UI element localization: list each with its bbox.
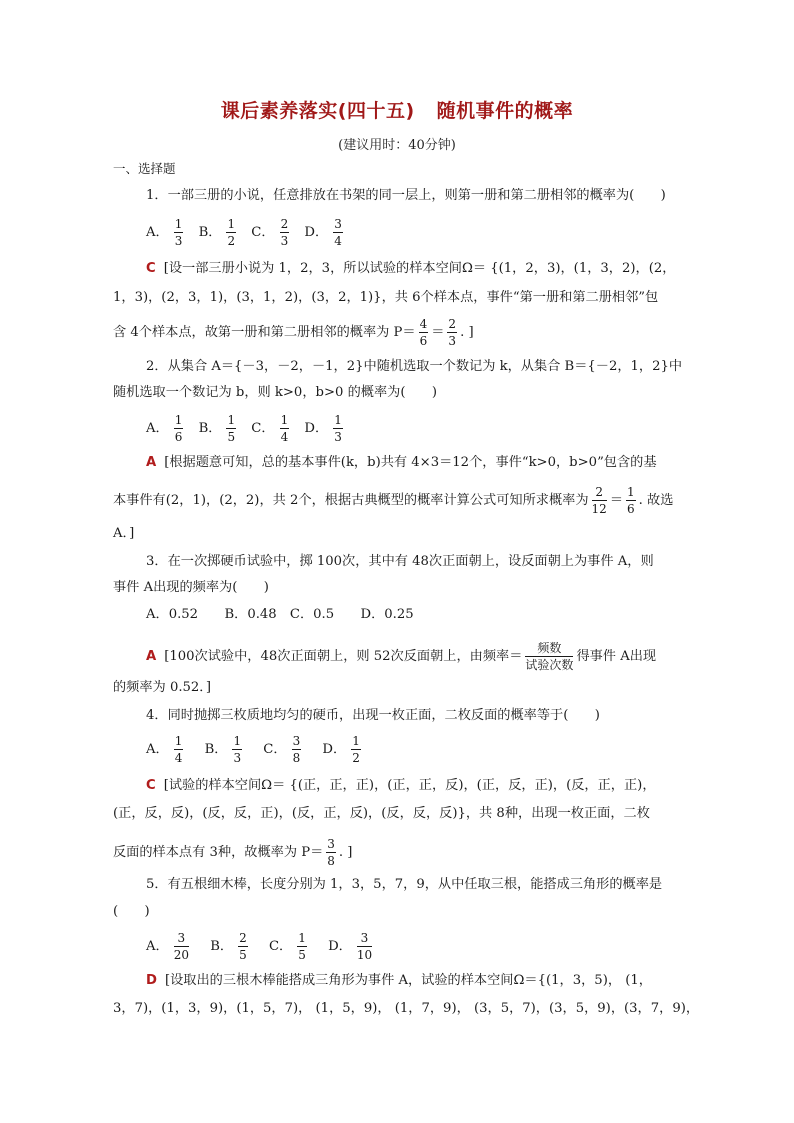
q3-stem-line2: 事件 A出现的频率为( ) bbox=[113, 580, 269, 595]
q2-answer: A bbox=[146, 455, 157, 470]
q2-solution-line1: A [根据题意可知，总的基本事件(k，b)共有 4×3＝12个，事件“k>0，b>0”包含的基 bbox=[146, 455, 657, 470]
q1-option-b: B． $\frac{1}{2}$ bbox=[198, 217, 236, 248]
q2-stem-line2: 随机选取一个数记为 b，则 k>0，b>0 的概率为( ) bbox=[113, 385, 437, 400]
q4-solution-line1: C [试验的样本空间Ω＝ {(正，正，正)，(正，正，反)，(正，反，正)，(反，正，正)， bbox=[146, 778, 656, 793]
q2-fraction-2: $\frac{1}{6}$ bbox=[627, 485, 635, 516]
q2-option-d: D． $\frac{1}{3}$ bbox=[304, 413, 342, 444]
title-right: 随机事件的概率 bbox=[436, 100, 574, 122]
q2-solution-line3: A．] bbox=[113, 526, 135, 541]
q3-answer: A bbox=[146, 649, 157, 664]
q4-option-b: B． $\frac{1}{3}$ bbox=[204, 734, 242, 765]
q1-solution-line2: 1，3)，(2，3，1)，(3，1，2)，(3，2，1)}，共 6个样本点，事件“第一册和第二册相邻”包 bbox=[113, 290, 659, 305]
q1-stem: 1．一部三册的小说，任意排放在书架的同一层上，则第一册和第二册相邻的概率为( ) bbox=[146, 188, 666, 203]
q3-options: A．0.52 B．0.48 C．0.5 D．0.25 bbox=[146, 607, 414, 622]
q5-option-c: C． $\frac{1}{5}$ bbox=[268, 931, 306, 962]
q5-options bbox=[146, 932, 716, 961]
q2-option-c: C． $\frac{1}{4}$ bbox=[251, 413, 289, 444]
title-left: 课后素养落实(四十五) bbox=[220, 100, 415, 122]
q4-fraction: $\frac{3}{8}$ bbox=[327, 837, 335, 868]
q5-option-b: B． $\frac{2}{5}$ bbox=[210, 931, 247, 962]
q5-stem-line2: ( ) bbox=[113, 904, 150, 919]
q5-option-a: A． $\frac{3}{20}$ bbox=[146, 931, 189, 962]
q4-option-c: C． $\frac{3}{8}$ bbox=[263, 734, 301, 765]
suggested-time: (建议用时：40分钟) bbox=[338, 138, 456, 153]
q4-stem: 4．同时抛掷三枚质地均匀的硬币，出现一枚正面，二枚反面的概率等于( ) bbox=[146, 708, 600, 723]
q1-option-d: D． $\frac{3}{4}$ bbox=[304, 217, 342, 248]
q4-options bbox=[146, 735, 716, 764]
section-heading: 一、选择题 bbox=[113, 161, 176, 176]
q3-solution-line1: A [100次试验中，48次正面朝上，则 52次反面朝上，由频率＝ $\frac{\text{频数}}{\text{试验次数}}$ 得事件 A出现 bbox=[146, 641, 657, 672]
q4-option-a: A． $\frac{1}{4}$ bbox=[146, 734, 183, 765]
q1-fraction-1: $\frac{4}{6}$ bbox=[419, 317, 428, 348]
q1-solution-line1: C [设一部三册小说为 1，2，3，所以试验的样本空间Ω＝ {(1，2，3)，(1，3，2)，(2， bbox=[146, 261, 676, 276]
q5-solution-line1: D [设取出的三根木棒能搭成三角形为事件 A，试验的样本空间Ω＝{(1，3，5)， (1， bbox=[146, 973, 652, 988]
q4-option-d: D． $\frac{1}{2}$ bbox=[322, 734, 360, 765]
q1-fraction-2: $\frac{2}{3}$ bbox=[448, 317, 457, 348]
q5-solution-line2: 3，7)，(1，3，9)，(1，5，7)， (1，5，9)， (1，7，9)， (3，5，7)，(3，5，9)，(3，7，9)， bbox=[113, 1001, 700, 1016]
q5-stem-line1: 5．有五根细木棒，长度分别为 1，3，5，7，9，从中任取三根，能搭成三角形的概率是 bbox=[146, 877, 663, 892]
q1-solution-line3: 含 4个样本点，故第一册和第二册相邻的概率为 P＝ $\frac{4}{6}$ ＝ $\frac{2}{3}$ . ] bbox=[113, 317, 474, 348]
q2-option-b: B． $\frac{1}{5}$ bbox=[198, 413, 236, 444]
q3-fraction: $\frac{\text{频数}}{\text{试验次数}}$ bbox=[525, 641, 574, 672]
q3-stem-line1: 3．在一次掷硬币试验中，掷 100次，其中有 48次正面朝上，设反面朝上为事件 A，则 bbox=[146, 554, 654, 569]
q5-answer: D bbox=[146, 973, 157, 988]
q5-option-d: D． $\frac{3}{10}$ bbox=[328, 931, 373, 962]
q1-options bbox=[146, 218, 716, 247]
q2-options bbox=[146, 414, 716, 443]
q1-option-c: C． $\frac{2}{3}$ bbox=[251, 217, 289, 248]
q4-solution-line3: 反面的样本点有 3种，故概率为 P＝ $\frac{3}{8}$ . ] bbox=[113, 837, 353, 868]
q3-solution-line2: 的频率为 0.52．] bbox=[113, 680, 212, 695]
q2-solution-line2: 本事件有(2，1)，(2，2)，共 2个，根据古典概型的概率计算公式可知所求概率为 $\frac{2}{12}$ ＝ $\frac{1}{6}$ . 故选 bbox=[113, 485, 674, 516]
q1-answer: C bbox=[146, 261, 156, 276]
q2-fraction-1: $\frac{2}{12}$ bbox=[591, 485, 607, 516]
q2-stem-line1: 2．从集合 A＝{－3，－2，－1，2}中随机选取一个数记为 k，从集合 B＝{－2，1，2}中 bbox=[146, 359, 683, 374]
q4-answer: C bbox=[146, 778, 156, 793]
page-title bbox=[0, 96, 794, 123]
q2-option-a: A． $\frac{1}{6}$ bbox=[146, 413, 183, 444]
q1-option-a: A． $\frac{1}{3}$ bbox=[146, 217, 183, 248]
q4-solution-line2: (正，反，反)，(反，反，正)，(反，正，反)，(反，反，反)}，共 8种，出现一枚正面，二枚 bbox=[113, 806, 650, 821]
